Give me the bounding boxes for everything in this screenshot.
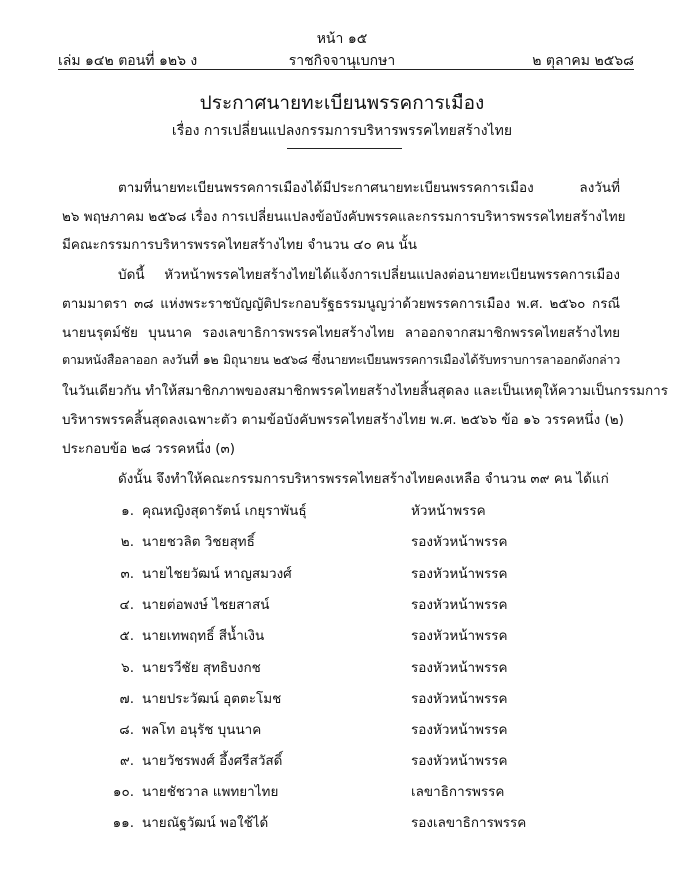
- member-number: ๘.: [119, 722, 134, 738]
- member-position: รองหัวหน้าพรรค: [411, 597, 508, 613]
- title-underline: [287, 148, 402, 149]
- member-position: รองหัวหน้าพรรค: [411, 753, 508, 769]
- announcement-title: ประกาศนายทะเบียนพรรคการเมือง: [199, 92, 485, 114]
- paragraph-2-line: บัดนี้ หัวหน้าพรรคไทยสร้างไทยได้แจ้งการเปลี่ยนแปลงต่อนายทะเบียนพรรคการเมือง: [118, 267, 620, 283]
- member-name: นายวัชรพงศ์ อึ้งศรีสวัสดิ์: [142, 753, 283, 769]
- paragraph-1-line: มีคณะกรรมการบริหารพรรคไทยสร้างไทย จำนวน ๔๐ คน นั้น: [62, 237, 417, 253]
- member-position: รองหัวหน้าพรรค: [411, 566, 508, 582]
- gazette-name: ราชกิจจานุเบกษา: [288, 53, 396, 69]
- member-name: นายต่อพงษ์ ไชยสาสน์: [142, 597, 270, 613]
- member-number: ๗.: [119, 691, 134, 707]
- page-number: หน้า ๑๕: [316, 31, 368, 47]
- member-name: นายชัชวาล แพทยาไทย: [142, 784, 279, 800]
- member-number: ๕.: [119, 628, 134, 644]
- announcement-subject: เรื่อง การเปลี่ยนแปลงกรรมการบริหารพรรคไทยสร้างไทย: [171, 123, 513, 139]
- gazette-date: ๒ ตุลาคม ๒๕๖๘: [532, 53, 634, 69]
- member-number: ๙.: [119, 753, 134, 769]
- member-name: นายรวีชัย สุทธิบงกช: [142, 660, 261, 676]
- paragraph-3: ดังนั้น จึงทำให้คณะกรรมการบริหารพรรคไทยสร้างไทยคงเหลือ จำนวน ๓๙ คน ได้แก่: [118, 471, 609, 487]
- header-rule: [58, 69, 634, 70]
- member-number: ๓.: [120, 566, 134, 582]
- paragraph-2-line: ประกอบข้อ ๒๘ วรรคหนึ่ง (๓): [62, 441, 236, 457]
- member-name: พลโท อนุรัช บุนนาค: [142, 722, 262, 738]
- paragraph-2-line: ตามหนังสือลาออก ลงวันที่ ๑๒ มิถุนายน ๒๕๖๘ ซึ่งนายทะเบียนพรรคการเมืองได้รับทราบการลาออกดังกล่าว: [62, 352, 620, 367]
- paragraph-2-line: นายนรุตม์ชัย บุนนาค รองเลขาธิการพรรคไทยสร้างไทย ลาออกจากสมาชิกพรรคไทยสร้างไทย: [62, 325, 620, 341]
- gazette-volume: เล่ม ๑๔๒ ตอนที่ ๑๒๖ ง: [58, 53, 198, 69]
- paragraph-1-line: ตามที่นายทะเบียนพรรคการเมืองได้มีประกาศนายทะเบียนพรรคการเมือง ลงวันที่: [118, 180, 620, 196]
- member-position: รองหัวหน้าพรรค: [411, 660, 508, 676]
- member-position: เลขาธิการพรรค: [411, 784, 505, 800]
- paragraph-1-line: ๒๖ พฤษภาคม ๒๕๖๘ เรื่อง การเปลี่ยนแปลงข้อบังคับพรรคและกรรมการบริหารพรรคไทยสร้างไทย: [62, 209, 626, 225]
- member-number: ๔.: [119, 597, 134, 613]
- paragraph-2-line: บริหารพรรคสิ้นสุดลงเฉพาะตัว ตามข้อบังคับพรรคไทยสร้างไทย พ.ศ. ๒๕๖๖ ข้อ ๑๖ วรรคหนึ่ง (๒): [62, 412, 624, 428]
- member-position: รองเลขาธิการพรรค: [411, 815, 527, 831]
- member-position: รองหัวหน้าพรรค: [411, 722, 508, 738]
- paragraph-2-line: ตามมาตรา ๓๘ แห่งพระราชบัญญัติประกอบรัฐธรรมนูญว่าด้วยพรรคการเมือง พ.ศ. ๒๕๖๐ กรณี: [62, 296, 620, 312]
- member-number: ๑๑.: [112, 815, 134, 831]
- member-position: หัวหน้าพรรค: [411, 503, 486, 519]
- member-name: นายไชยวัฒน์ หาญสมวงศ์: [142, 566, 292, 582]
- member-number: ๒.: [120, 534, 134, 550]
- member-name: นายณัฐวัฒน์ พอใช้ได้: [142, 815, 269, 831]
- member-name: คุณหญิงสุดารัตน์ เกยุราพันธุ์: [142, 503, 307, 519]
- member-number: ๑๐.: [112, 784, 134, 800]
- member-position: รองหัวหน้าพรรค: [411, 534, 508, 550]
- paragraph-2-line: ในวันเดียวกัน ทำให้สมาชิกภาพของสมาชิกพรรคไทยสร้างไทยสิ้นสุดลง และเป็นเหตุให้ความเป็นกรรมการ: [62, 383, 668, 399]
- member-name: นายชวลิต วิชยสุทธิ์: [142, 534, 255, 550]
- member-name: นายเทพฤทธิ์ สีน้ำเงิน: [142, 628, 265, 644]
- member-number: ๖.: [121, 660, 134, 676]
- member-position: รองหัวหน้าพรรค: [411, 628, 508, 644]
- member-number: ๑.: [121, 503, 134, 519]
- member-position: รองหัวหน้าพรรค: [411, 691, 508, 707]
- member-name: นายประวัฒน์ อุตตะโมช: [142, 691, 282, 707]
